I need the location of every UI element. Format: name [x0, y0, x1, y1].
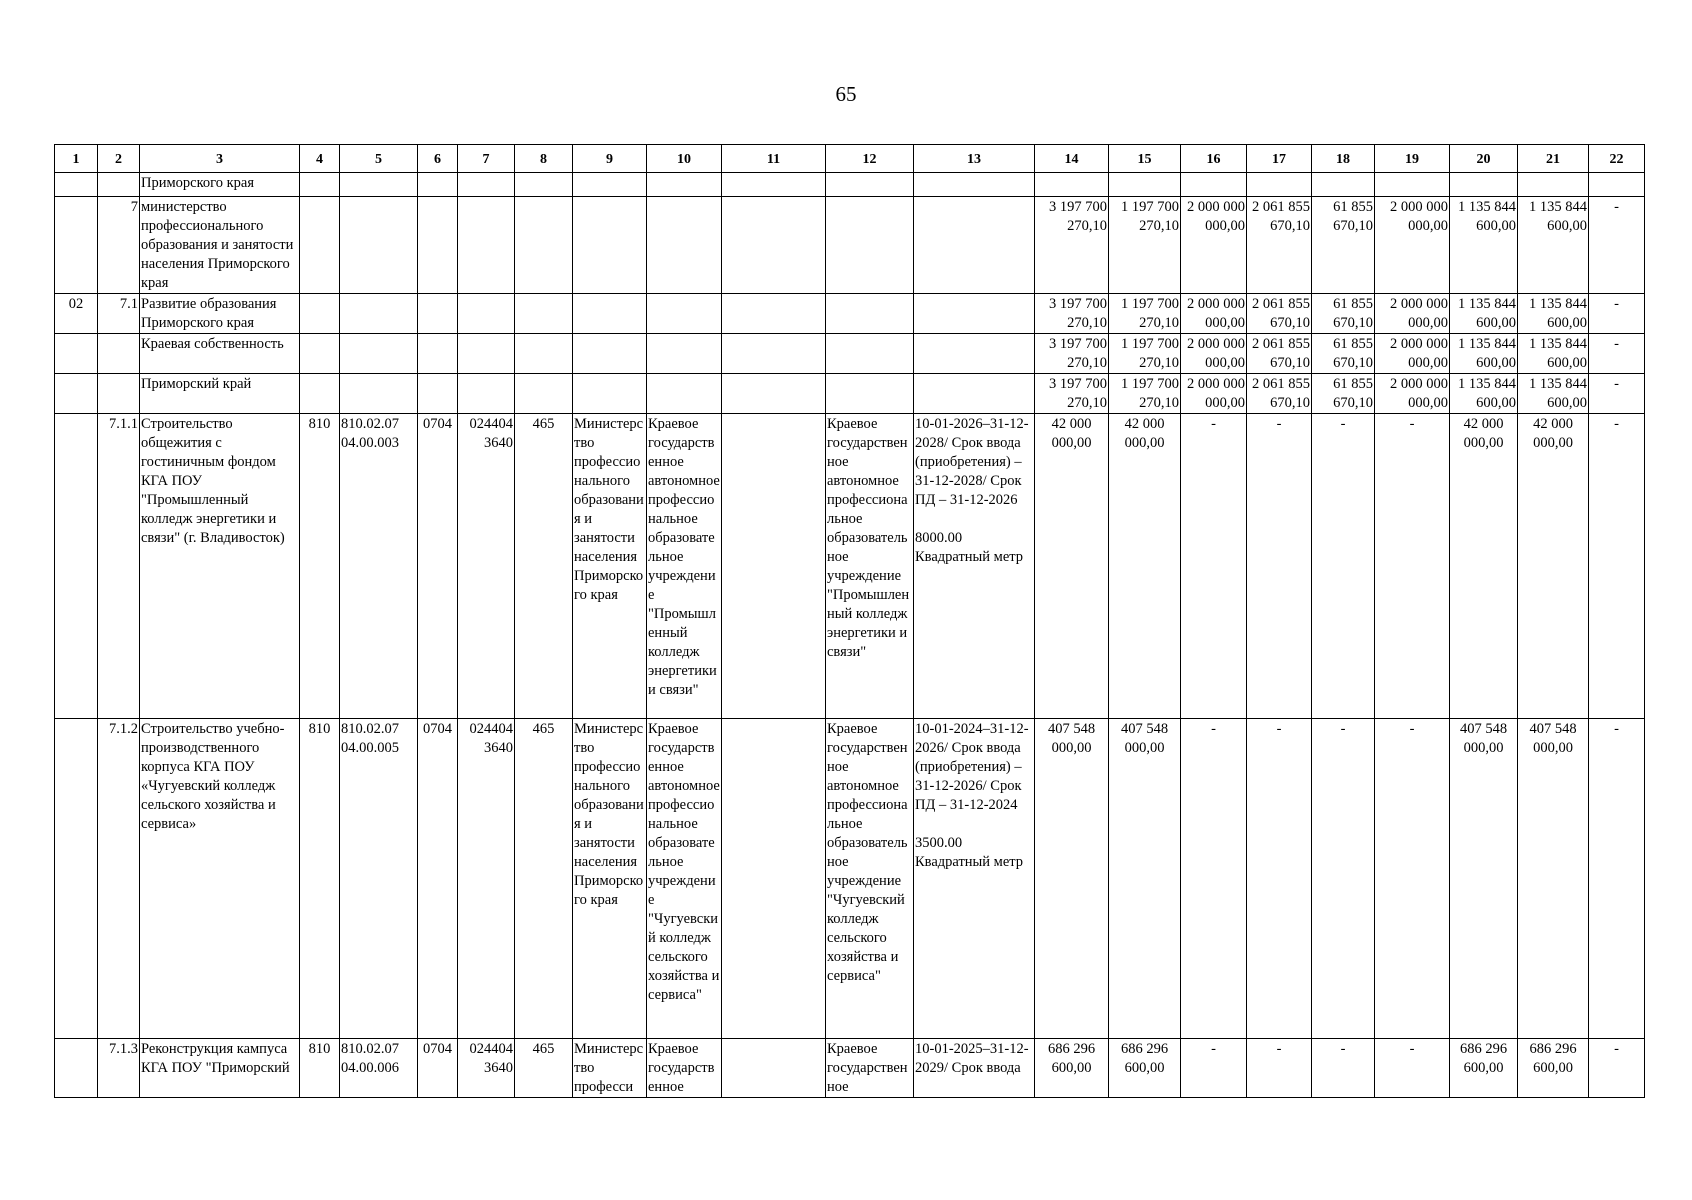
amount-cell: 2 061 855 670,10 — [1247, 374, 1312, 414]
table-cell: - — [1312, 414, 1375, 719]
table-cell — [647, 334, 722, 374]
amount-cell: 3 197 700 270,10 — [1035, 334, 1109, 374]
table-cell — [722, 374, 826, 414]
table-cell: Краевое государственное автономное профессиональное образовательное учреждение "Чугуевский колледж сельского хозяйства и сервиса" — [647, 719, 722, 1039]
table-cell — [1312, 173, 1375, 197]
column-header: 12 — [826, 145, 914, 173]
column-header: 21 — [1518, 145, 1589, 173]
table-cell: Краевое государственное — [826, 1039, 914, 1098]
table-cell: - — [1589, 1039, 1645, 1098]
amount-cell: 2 061 855 670,10 — [1247, 294, 1312, 334]
table-cell — [573, 334, 647, 374]
table-cell — [647, 294, 722, 334]
amount-cell: 61 855 670,10 — [1312, 197, 1375, 294]
table-cell: - — [1247, 719, 1312, 1039]
table-cell — [647, 374, 722, 414]
table-cell — [1035, 173, 1109, 197]
amount-cell: 61 855 670,10 — [1312, 374, 1375, 414]
amount-cell: 3 197 700 270,10 — [1035, 197, 1109, 294]
table-cell: - — [1589, 197, 1645, 294]
term-text: 10-01-2026–31-12-2028/ Срок ввода (приобретения) – 31-12-2028/ Срок ПД – 31-12-2026 — [915, 416, 1029, 508]
table-cell — [826, 334, 914, 374]
table-cell: 024404 3640 — [458, 719, 515, 1039]
amount-cell: 1 135 844 600,00 — [1450, 334, 1518, 374]
table-cell — [914, 1039, 1035, 1098]
table-cell: 7.1.1 — [98, 414, 140, 719]
table-cell — [826, 374, 914, 414]
amount-cell: 2 000 000 000,00 — [1181, 374, 1247, 414]
amount-cell: 686 296 600,00 — [1109, 1039, 1181, 1098]
amount-cell: 2 000 000 000,00 — [1181, 294, 1247, 334]
table-cell — [1375, 173, 1450, 197]
amount-cell: 61 855 670,10 — [1312, 294, 1375, 334]
table-cell: Реконструкция кампуса КГА ПОУ "Приморский — [140, 1039, 300, 1098]
table-cell — [722, 197, 826, 294]
table-cell: - — [1247, 1039, 1312, 1098]
table-cell — [515, 374, 573, 414]
table-cell: Приморского края — [140, 173, 300, 197]
amount-cell: 1 135 844 600,00 — [1518, 197, 1589, 294]
table-cell: 810 — [300, 1039, 340, 1098]
table-cell: 7.1.3 — [98, 1039, 140, 1098]
table-cell — [418, 294, 458, 334]
table-cell — [573, 294, 647, 334]
amount-cell: 1 197 700 270,10 — [1109, 374, 1181, 414]
amount-cell: 1 197 700 270,10 — [1109, 334, 1181, 374]
column-header: 8 — [515, 145, 573, 173]
table-cell — [515, 334, 573, 374]
table-cell — [826, 197, 914, 294]
table-cell — [1247, 173, 1312, 197]
table-cell: Краевая собственность — [140, 334, 300, 374]
table-cell — [340, 374, 418, 414]
column-header: 4 — [300, 145, 340, 173]
table-cell — [300, 374, 340, 414]
table-cell: 810 — [300, 414, 340, 719]
table-cell: 465 — [515, 719, 573, 1039]
table-cell — [914, 334, 1035, 374]
page-number: 65 — [835, 82, 857, 106]
table-cell: 810.02.07 04.00.003 — [340, 414, 418, 719]
table-cell: Министерство профессионального образования и занятости населения Приморского края — [573, 719, 647, 1039]
table-cell — [458, 374, 515, 414]
amount-cell: 1 135 844 600,00 — [1450, 197, 1518, 294]
table-cell — [1589, 173, 1645, 197]
table-cell: 0704 — [418, 1039, 458, 1098]
table-row — [55, 1039, 1645, 1098]
table-cell — [98, 173, 140, 197]
amount-cell: 1 135 844 600,00 — [1518, 334, 1589, 374]
capacity-text: 8000.00 Квадратный метр — [915, 530, 1024, 565]
capacity-text: 3500.00 Квадратный метр — [915, 835, 1024, 870]
table-cell — [300, 294, 340, 334]
table-row — [55, 173, 1645, 197]
table-cell: - — [1375, 1039, 1450, 1098]
amount-cell: 1 135 844 600,00 — [1450, 294, 1518, 334]
table-cell: Краевое государственное автономное профессиональное образовательное учреждение "Промышленный колледж энергетики и связи" — [826, 414, 914, 719]
table-cell — [515, 173, 573, 197]
table-row — [55, 334, 1645, 374]
table-cell — [914, 197, 1035, 294]
amount-cell: 407 548 000,00 — [1450, 719, 1518, 1039]
table-cell — [1518, 173, 1589, 197]
table-cell: 024404 3640 — [458, 414, 515, 719]
table-cell — [55, 173, 98, 197]
table-cell — [914, 173, 1035, 197]
column-header: 10 — [647, 145, 722, 173]
column-header: 13 — [914, 145, 1035, 173]
table-cell: 0704 — [418, 719, 458, 1039]
table-cell: 02 — [55, 294, 98, 334]
amount-cell: 407 548 000,00 — [1109, 719, 1181, 1039]
column-header: 11 — [722, 145, 826, 173]
table-cell — [458, 294, 515, 334]
table-cell: Развитие образования Приморского края — [140, 294, 300, 334]
table-cell — [722, 719, 826, 1039]
table-cell: - — [1375, 719, 1450, 1039]
column-header: 9 — [573, 145, 647, 173]
column-header: 17 — [1247, 145, 1312, 173]
amount-cell: 3 197 700 270,10 — [1035, 374, 1109, 414]
amount-cell: 42 000 000,00 — [1518, 414, 1589, 719]
amount-cell: 407 548 000,00 — [1518, 719, 1589, 1039]
table-cell: - — [1247, 414, 1312, 719]
table-cell: - — [1312, 719, 1375, 1039]
table-cell — [826, 173, 914, 197]
table-row — [55, 197, 1645, 294]
table-cell — [55, 719, 98, 1039]
table-cell: - — [1589, 374, 1645, 414]
table-cell: - — [1589, 414, 1645, 719]
table-cell: министерство профессионального образования и занятости населения Приморского края — [140, 197, 300, 294]
table-cell: - — [1589, 719, 1645, 1039]
table-cell — [515, 197, 573, 294]
term-text: 10-01-2024–31-12-2026/ Срок ввода (приобретения) – 31-12-2026/ Срок ПД – 31-12-2024 — [915, 721, 1029, 813]
table-cell — [300, 334, 340, 374]
table-cell: 7.1.2 — [98, 719, 140, 1039]
table-row — [55, 294, 1645, 334]
table-cell — [573, 374, 647, 414]
amount-cell: 1 197 700 270,10 — [1109, 197, 1181, 294]
table-cell — [515, 294, 573, 334]
column-header: 1 — [55, 145, 98, 173]
amount-cell: 1 135 844 600,00 — [1518, 294, 1589, 334]
column-header: 2 — [98, 145, 140, 173]
amount-cell: 686 296 600,00 — [1450, 1039, 1518, 1098]
amount-cell: 2 061 855 670,10 — [1247, 197, 1312, 294]
amount-cell: 3 197 700 270,10 — [1035, 294, 1109, 334]
term-text: 10-01-2025–31-12-2029/ Срок ввода — [915, 1041, 1029, 1076]
column-header: 22 — [1589, 145, 1645, 173]
column-header: 6 — [418, 145, 458, 173]
table-cell: Строительство учебно-производственного корпуса КГА ПОУ «Чугуевский колледж сельского хозяйства и сервиса» — [140, 719, 300, 1039]
table-cell — [300, 173, 340, 197]
table-cell: Министерство професси — [573, 1039, 647, 1098]
table-cell — [1109, 173, 1181, 197]
table-cell — [300, 197, 340, 294]
table-cell: - — [1181, 719, 1247, 1039]
column-header: 3 — [140, 145, 300, 173]
amount-cell: 407 548 000,00 — [1035, 719, 1109, 1039]
table-cell — [722, 294, 826, 334]
table-cell: - — [1181, 414, 1247, 719]
amount-cell: 42 000 000,00 — [1450, 414, 1518, 719]
amount-cell: 1 135 844 600,00 — [1518, 374, 1589, 414]
amount-cell: 1 197 700 270,10 — [1109, 294, 1181, 334]
table-cell: Приморский край — [140, 374, 300, 414]
amount-cell: 686 296 600,00 — [1035, 1039, 1109, 1098]
budget-table — [54, 144, 1645, 1098]
table-cell — [914, 374, 1035, 414]
column-header: 14 — [1035, 145, 1109, 173]
table-cell — [722, 173, 826, 197]
header-row — [55, 145, 1645, 173]
table-cell: Краевое государственное автономное профессиональное образовательное учреждение "Промышленный колледж энергетики и связи" — [647, 414, 722, 719]
table-cell: 7.1 — [98, 294, 140, 334]
amount-cell: 2 000 000 000,00 — [1375, 374, 1450, 414]
table-cell: 465 — [515, 414, 573, 719]
amount-cell: 2 061 855 670,10 — [1247, 334, 1312, 374]
table-cell — [573, 197, 647, 294]
table-cell — [340, 197, 418, 294]
table-cell — [98, 374, 140, 414]
table-cell — [340, 294, 418, 334]
column-header: 19 — [1375, 145, 1450, 173]
amount-cell: 1 135 844 600,00 — [1450, 374, 1518, 414]
table-cell: Краевое государственное — [647, 1039, 722, 1098]
table-cell — [722, 334, 826, 374]
table-cell: 024404 3640 — [458, 1039, 515, 1098]
table-cell — [458, 197, 515, 294]
table-cell — [647, 197, 722, 294]
column-header: 18 — [1312, 145, 1375, 173]
column-header: 5 — [340, 145, 418, 173]
table-cell — [1450, 173, 1518, 197]
table-row — [55, 414, 1645, 719]
table-cell: 810 — [300, 719, 340, 1039]
table-cell — [55, 197, 98, 294]
table-cell — [418, 374, 458, 414]
table-cell — [573, 173, 647, 197]
amount-cell: 42 000 000,00 — [1035, 414, 1109, 719]
amount-cell: 2 000 000 000,00 — [1375, 334, 1450, 374]
table-row — [55, 719, 1645, 1039]
table-cell — [914, 719, 1035, 1039]
table-row — [55, 374, 1645, 414]
amount-cell: 2 000 000 000,00 — [1181, 334, 1247, 374]
table-cell — [647, 173, 722, 197]
table-cell: Краевое государственное автономное профессиональное образовательное учреждение "Чугуевский колледж сельского хозяйства и сервиса" — [826, 719, 914, 1039]
table-cell — [458, 173, 515, 197]
table-cell — [340, 173, 418, 197]
table-cell — [458, 334, 515, 374]
table-cell: 810.02.07 04.00.006 — [340, 1039, 418, 1098]
table-cell: - — [1589, 294, 1645, 334]
table-cell — [55, 414, 98, 719]
table-cell — [340, 334, 418, 374]
table-cell — [55, 374, 98, 414]
table-cell — [914, 414, 1035, 719]
table-cell — [418, 334, 458, 374]
column-header: 7 — [458, 145, 515, 173]
table-cell: - — [1375, 414, 1450, 719]
column-header: 20 — [1450, 145, 1518, 173]
amount-cell: 2 000 000 000,00 — [1375, 197, 1450, 294]
amount-cell: 61 855 670,10 — [1312, 334, 1375, 374]
column-header: 15 — [1109, 145, 1181, 173]
table-cell: Строительство общежития с гостиничным фондом КГА ПОУ "Промышленный колледж энергетики и связи" (г. Владивосток) — [140, 414, 300, 719]
table-cell: 0704 — [418, 414, 458, 719]
table-cell — [1181, 173, 1247, 197]
amount-cell: 686 296 600,00 — [1518, 1039, 1589, 1098]
table-cell — [55, 1039, 98, 1098]
table-cell — [98, 334, 140, 374]
table-cell — [722, 1039, 826, 1098]
column-header: 16 — [1181, 145, 1247, 173]
table-cell — [418, 197, 458, 294]
table-cell: 7 — [98, 197, 140, 294]
amount-cell: 42 000 000,00 — [1109, 414, 1181, 719]
table-cell — [826, 294, 914, 334]
table-cell: - — [1181, 1039, 1247, 1098]
table-cell — [418, 173, 458, 197]
table-cell: 810.02.07 04.00.005 — [340, 719, 418, 1039]
table-cell — [722, 414, 826, 719]
table-cell: 465 — [515, 1039, 573, 1098]
amount-cell: 2 000 000 000,00 — [1181, 197, 1247, 294]
table-cell — [914, 294, 1035, 334]
table-cell — [55, 334, 98, 374]
table-cell: - — [1589, 334, 1645, 374]
table-cell: Министерство профессионального образования и занятости населения Приморского края — [573, 414, 647, 719]
table-cell: - — [1312, 1039, 1375, 1098]
amount-cell: 2 000 000 000,00 — [1375, 294, 1450, 334]
